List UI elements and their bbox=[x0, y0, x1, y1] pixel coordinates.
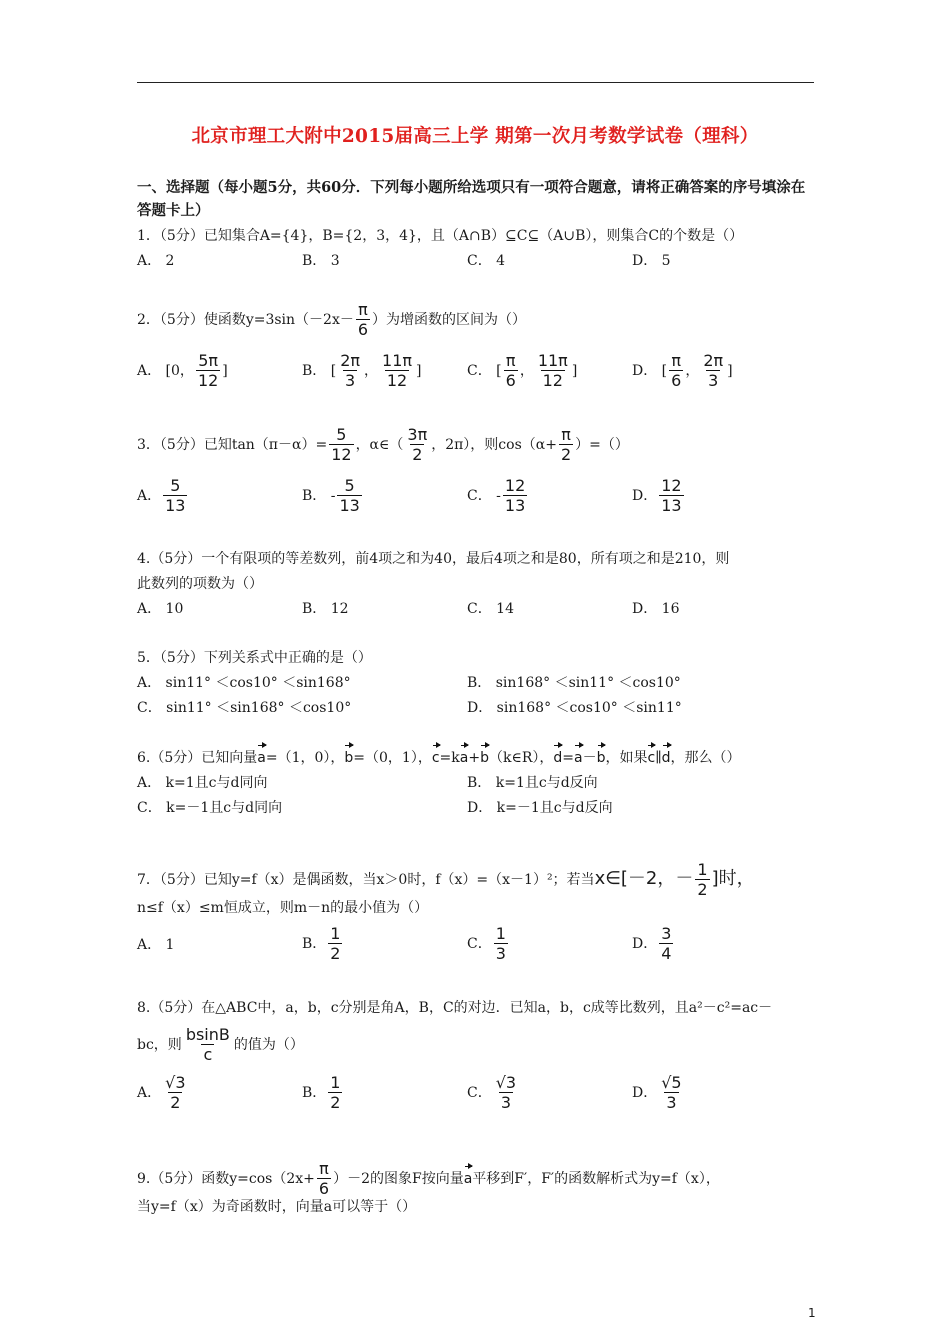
q3-option-d: D． $\frac{12}{13}$ bbox=[632, 476, 682, 515]
q8-option-c: C． $\frac{√3}{3}$ bbox=[467, 1073, 517, 1112]
section-heading: 一、选择题（每小题5分，共60分．下列每小题所给选项只有一项符合题意，请将正确答案的序号填涂在答题卡上） bbox=[137, 179, 806, 219]
question-6-stem: 6.（5分）已知向量a=（1，0），b=（0，1），c=ka+b（k∈R），d=a－b，如果c∥d，那么（） bbox=[137, 750, 741, 766]
q1-option-c: C． 4 bbox=[467, 253, 506, 269]
q4-option-b: B． 12 bbox=[302, 601, 349, 617]
question-9-line1: 9.（5分）函数y=cos（2x+ $\frac{\pi}{6}$ ）－2的图象F按向量a平移到F′，F′的函数解析式为y=f（x）， bbox=[137, 1159, 720, 1198]
q7-option-b: B． $\frac{1}{2}$ bbox=[302, 924, 341, 963]
q2-option-b: B． [ $\frac{2\pi}{3}$ ， $\frac{11\pi}{12}$ ] bbox=[302, 351, 422, 390]
q7-option-d: D． $\frac{3}{4}$ bbox=[632, 924, 672, 963]
q5-option-d: D． sin168° ＜cos10° ＜sin11° bbox=[467, 700, 682, 716]
q5-option-c: C． sin11° ＜sin168° ＜cos10° bbox=[137, 700, 352, 716]
header-rule bbox=[137, 82, 814, 83]
vector-d: d bbox=[553, 750, 563, 766]
q3-option-a: A． $\frac{5}{13}$ bbox=[137, 476, 186, 515]
q8-option-a: A． $\frac{√3}{2}$ bbox=[137, 1073, 186, 1112]
q7-option-c: C． $\frac{1}{3}$ bbox=[467, 924, 506, 963]
q5-option-a: A． sin11° ＜cos10° ＜sin168° bbox=[137, 675, 351, 691]
question-9-line2: 当y=f（x）为奇函数时，向量a可以等于（） bbox=[137, 1199, 417, 1215]
question-5-stem: 5．（5分）下列关系式中正确的是（） bbox=[137, 650, 372, 666]
question-4-line1: 4.（5分）一个有限项的等差数列，前4项之和为40，最后4项之和是80，所有项之和是210，则 bbox=[137, 551, 730, 567]
q6-option-d: D． k=－1且c与d反向 bbox=[467, 800, 613, 816]
q8-option-d: D． $\frac{√5}{3}$ bbox=[632, 1073, 682, 1112]
vector-b: b bbox=[344, 750, 354, 766]
q7-option-a: A． 1 bbox=[137, 937, 175, 953]
q2-option-c: C． [ $\frac{\pi}{6}$ ， $\frac{11\pi}{12}$ ] bbox=[467, 351, 578, 390]
q8-option-b: B． $\frac{1}{2}$ bbox=[302, 1073, 341, 1112]
q4-option-c: C． 14 bbox=[467, 601, 514, 617]
question-8-line2: bc，则 $\frac{bsinB}{c}$ 的值为（） bbox=[137, 1025, 304, 1064]
question-7-line1: 7．（5分）已知y=f（x）是偶函数，当x＞0时，f（x）=（x－1）²；若当x∈[－2，－ $\frac{1}{2}$ ]时， bbox=[137, 860, 755, 899]
page-title: 北京市理工大附中2015届高三上学 期第一次月考数学试卷（理科） bbox=[191, 126, 759, 147]
question-8-line1: 8.（5分）在△ABC中，a，b，c分别是角A，B，C的对边．已知a，b，c成等比数列，且a²－c²=ac－ bbox=[137, 1000, 773, 1016]
fraction-pi-6: $\frac{\pi}{6}$ bbox=[357, 300, 369, 339]
question-7-line2: n≤f（x）≤m恒成立，则m－n的最小值为（） bbox=[137, 900, 429, 916]
q3-option-c: C． - $\frac{12}{13}$ bbox=[467, 476, 526, 515]
q1-option-b: B． 3 bbox=[302, 253, 340, 269]
q2-option-d: D． [ $\frac{\pi}{6}$ ， $\frac{2\pi}{3}$ ] bbox=[632, 351, 733, 390]
vector-c: c bbox=[431, 750, 440, 766]
q2-option-a: A． [0， $\frac{5\pi}{12}$ ] bbox=[137, 351, 228, 390]
q3-option-b: B． - $\frac{5}{13}$ bbox=[302, 476, 360, 515]
q4-option-d: D． 16 bbox=[632, 601, 680, 617]
question-3-stem: 3．（5分）已知tan（π－α）= $\frac{5}{12}$ ，α∈（ $\frac{3\pi}{2}$ ，2π），则cos（α+ $\frac{\pi}{2}$ ）=（） bbox=[137, 425, 629, 464]
question-1-stem: 1．（5分）已知集合A={4}，B={2，3，4}，且（A∩B）⊆C⊆（A∪B），则集合C的个数是（） bbox=[137, 228, 744, 244]
q6-option-c: C． k=－1且c与d同向 bbox=[137, 800, 283, 816]
q4-option-a: A． 10 bbox=[137, 601, 184, 617]
vector-a: a bbox=[463, 1171, 473, 1187]
question-4-line2: 此数列的项数为（） bbox=[137, 576, 263, 592]
q5-option-b: B． sin168° ＜sin11° ＜cos10° bbox=[467, 675, 681, 691]
q1-option-a: A． 2 bbox=[137, 253, 175, 269]
q6-option-a: A． k=1且c与d同向 bbox=[137, 775, 268, 791]
q1-option-d: D． 5 bbox=[632, 253, 671, 269]
q6-option-b: B． k=1且c与d反向 bbox=[467, 775, 598, 791]
question-2-stem: 2．（5分）使函数y=3sin（－2x－ $\frac{\pi}{6}$ ）为增函数的区间为（） bbox=[137, 300, 527, 339]
page-number: 1 bbox=[808, 1306, 816, 1320]
vector-a: a bbox=[257, 750, 266, 766]
